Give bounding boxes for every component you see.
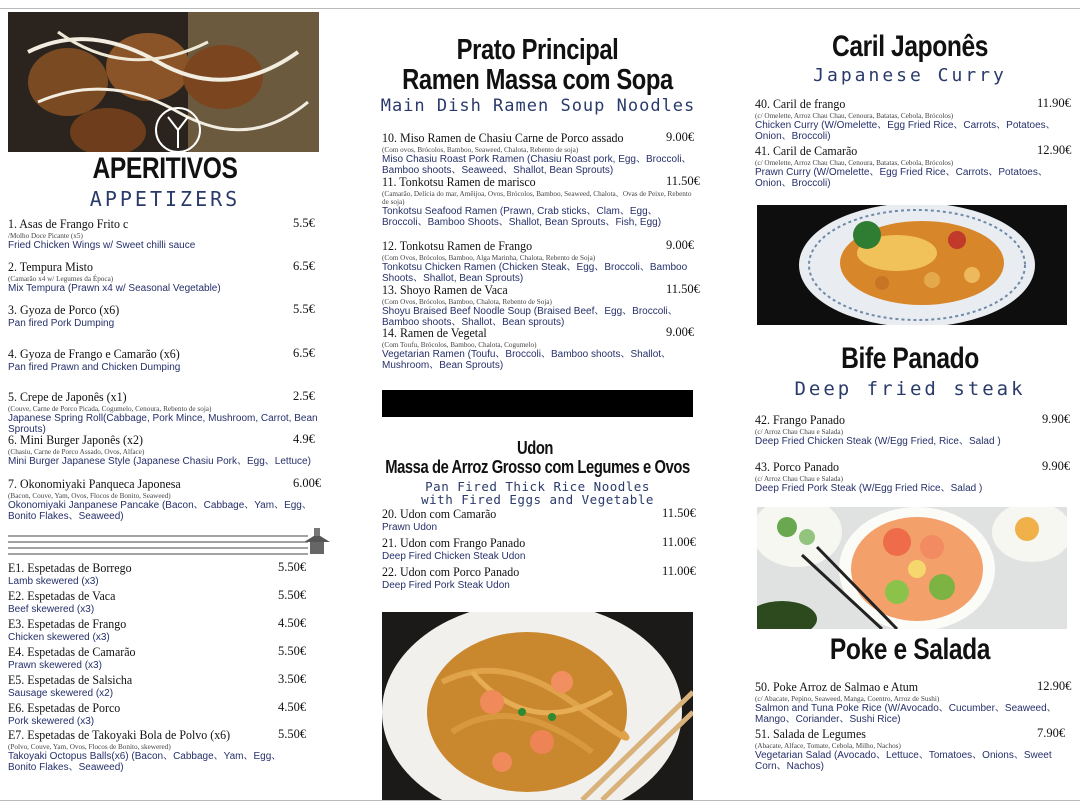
menu-item-name: 12. Tonkotsu Ramen de Frango: [382, 238, 533, 253]
menu-item-name: E7. Espetadas de Takoyaki Bola de Polvo (x6): [8, 727, 231, 742]
menu-item: [8, 700, 308, 727]
menu-item-portuguese-description: (c/ Arroz Chau Chau e Salada): [755, 475, 844, 483]
curry-subtitle: Japanese Curry: [813, 65, 1007, 86]
menu-item: [8, 588, 308, 615]
menu-item-name: E3. Espetadas de Frango: [8, 616, 127, 631]
menu-item-price: 5.5€: [293, 216, 315, 230]
menu-item-portuguese-description: (Com Toufu, Brócolos, Bamboo, Chalota, Cogumelo): [382, 341, 537, 349]
menu-item-portuguese-description: (Abacate, Alface, Tomate, Cebola, Milho, Nachos): [755, 742, 901, 750]
menu-item-english-description: Japanese Spring Roll(Cabbage, Pork Mince, Mushroom, Carrot, Bean Sprouts): [8, 413, 318, 435]
menu-item-name: 50. Poke Arroz de Salmao e Atum: [755, 679, 919, 694]
menu-item: [382, 238, 695, 284]
menu-item-english-description: Deep Fried Chicken Steak (W/Egg Fried, Rice、Salad ): [755, 436, 1001, 447]
menu-item-name: 22. Udon com Porco Panado: [382, 564, 520, 579]
menu-item-price: 11.50€: [662, 506, 696, 520]
menu-item-english-description: Salmon and Tuna Poke Rice (W/Avocado、Cucumber、Seaweed、Mango、Coriander、Sushi Rice): [755, 703, 1057, 725]
menu-item-portuguese-description: (Couve, Carne de Porco Picada, Cogumelo, Cenoura, Rebento de soja): [8, 405, 212, 413]
menu-item-name: E6. Espetadas de Porco: [8, 700, 121, 715]
menu-item-name: 5. Crepe de Japonês (x1): [8, 389, 127, 404]
menu-item-price: 5.50€: [278, 644, 307, 658]
menu-item-name: 6. Mini Burger Japonês (x2): [8, 432, 143, 447]
menu-item-portuguese-description: (Polvo, Couve, Yam, Ovos, Flocos de Bonito, skewered): [8, 743, 171, 751]
menu-item-name: 20. Udon com Camarão: [382, 506, 497, 521]
menu-item: [382, 130, 695, 176]
poke-photo: [757, 507, 1067, 629]
menu-item-price: 9.90€: [1042, 459, 1071, 473]
menu-item-english-description: Lamb skewered (x3): [8, 576, 99, 587]
menu-item-portuguese-description: (Camarão x4 w/ Legumes da Época): [8, 275, 114, 283]
curry-title: Caril Japonês: [831, 30, 989, 63]
menu-item-name: 4. Gyoza de Frango e Camarão (x6): [8, 346, 180, 361]
udon-photo: [382, 612, 693, 800]
menu-item-portuguese-description: (c/ Omelette, Arroz Chau Chau, Cenoura, Batatas, Cebola, Brócolos): [755, 159, 954, 167]
udon-title-1: Udon: [516, 438, 554, 458]
curry-image: [757, 205, 1067, 325]
menu-item: [8, 560, 308, 587]
black-banner: [382, 390, 693, 417]
menu-item-price: 12.90€: [1037, 143, 1072, 157]
menu-item: [382, 535, 696, 562]
menu-item: [8, 672, 308, 699]
menu-item-english-description: Beef skewered (x3): [8, 604, 95, 615]
menu-item-price: 6.00€: [293, 476, 322, 490]
menu-item-english-description: Takoyaki Octopus Balls(x6) (Bacon、Cabbage、Yam、Egg、Bonito Flakes、Seaweed): [8, 751, 282, 773]
menu-item: [8, 216, 320, 251]
menu-item-price: 9.90€: [1042, 412, 1071, 426]
menu-item-english-description: Deep Fired Chicken Steak Udon: [382, 551, 526, 562]
menu-item-name: 1. Asas de Frango Frito c: [8, 216, 129, 231]
menu-item-name: E1. Espetadas de Borrego: [8, 560, 132, 575]
menu-item-portuguese-description: (c/ Arroz Chau Chau e Salada): [755, 428, 844, 436]
menu-item-portuguese-description: (Chasiu, Carne de Porco Assado, Ovos, Alface): [8, 448, 145, 456]
menu-item-english-description: Prawn Udon: [382, 522, 438, 533]
menu-item-english-description: Prawn skewered (x3): [8, 660, 102, 671]
menu-item-english-description: Chicken Curry (W/Omelette、Egg Fried Rice、Carrots、Potatoes、Onion、Broccoli): [755, 120, 1056, 142]
menu-item: [8, 346, 320, 373]
menu-item-english-description: Vegetarian Salad (Avocado、Lettuce、Tomatoes、Onions、Sweet Corn、Nachos): [755, 750, 1052, 772]
menu-item-english-description: Miso Chasiu Roast Pork Ramen (Chasiu Roast pork, Egg、Broccoli、Bamboo shoots、Seaweed、Shallot, Bean Sprouts): [382, 154, 692, 176]
menu-item-english-description: Mini Burger Japanese Style (Japanese Chasiu Pork、Egg、Lettuce): [8, 456, 311, 467]
menu-item-name: 43. Porco Panado: [755, 459, 840, 474]
menu-item: [8, 644, 308, 671]
menu-item-portuguese-description: (c/ Omelette, Arroz Chau Chau, Cenoura, Batatas, Cebola, Brócolos): [755, 112, 954, 120]
udon-subtitle-2: with Fired Eggs and Vegetable: [421, 492, 654, 507]
menu-item-price: 4.50€: [278, 616, 307, 630]
menu-item-name: 11. Tonkotsu Ramen de marisco: [382, 174, 536, 189]
poke-title: Poke e Salada: [829, 633, 991, 666]
menu-item-portuguese-description: (Com Ovos, Brócolos, Bamboo, Chalota, Rebento de Soja): [382, 298, 552, 306]
menu-item-name: 21. Udon com Frango Panado: [382, 535, 526, 550]
menu-item-name: 7. Okonomiyaki Panqueca Japonesa: [8, 476, 181, 491]
udon-subtitle-1: Pan Fired Thick Rice Noodles: [425, 479, 650, 494]
menu-item: [8, 727, 308, 773]
menu-item-price: 4.50€: [278, 700, 307, 714]
appetizers-subtitle: APPETIZERS: [89, 187, 241, 211]
bottom-border: [0, 800, 1080, 801]
menu-item-name: E5. Espetadas de Salsicha: [8, 672, 133, 687]
menu-item-price: 4.9€: [293, 432, 315, 446]
menu-item-portuguese-description: (c/ Abacate, Pepino, Seaweed, Manga, Coentro, Arroz de Sushi): [755, 695, 940, 703]
steak-subtitle: Deep fried steak: [794, 378, 1026, 400]
pagoda-icon: [8, 528, 334, 558]
menu-item-price: 9.00€: [666, 325, 695, 339]
menu-item-english-description: Chicken skewered (x3): [8, 632, 110, 643]
menu-item-english-description: Pan fired Pork Dumping: [8, 318, 115, 329]
menu-item-english-description: Vegetarian Ramen (Toufu、Broccoli、Bamboo shoots、Shallot、Mushroom、Bean Sprouts): [382, 349, 672, 371]
menu-item: [382, 564, 696, 591]
menu-item: [755, 96, 1077, 142]
menu-item-price: 11.00€: [662, 535, 696, 549]
menu-item-portuguese-description: /Molho Doce Picante (x5): [8, 232, 83, 240]
menu-item: [755, 726, 1077, 772]
menu-item: [382, 282, 700, 328]
menu-item-price: 5.5€: [293, 302, 315, 316]
appetizers-title: APERITIVOS: [92, 152, 238, 185]
menu-item-name: 10. Miso Ramen de Chasiu Carne de Porco assado: [382, 130, 624, 145]
udon-title-2: Massa de Arroz Grosso com Legumes e Ovos: [385, 457, 690, 477]
menu-item-name: 13. Shoyo Ramen de Vaca: [382, 282, 508, 297]
takoyaki-photo: [8, 12, 319, 152]
menu-item: [755, 143, 1077, 189]
pagoda-divider: [8, 528, 334, 558]
menu-item-english-description: Prawn Curry (W/Omelette、Egg Fried Rice、Carrots、Potatoes、Onion、Broccoli): [755, 167, 1048, 189]
menu-item-english-description: Sausage skewered (x2): [8, 688, 114, 699]
menu-item-english-description: Okonomiyaki Janpanese Pancake (Bacon、Cabbage、Yam、Egg、Bonito Flakes、Seaweed): [8, 500, 312, 522]
menu-item-price: 5.50€: [278, 727, 307, 741]
menu-item-english-description: Tonkotsu Chicken Ramen (Chicken Steak、Egg、Broccoli、Bamboo Shoots、Shallot, Bean Sprouts): [382, 262, 688, 284]
menu-item-price: 2.5€: [293, 389, 315, 403]
menu-item-price: 3.50€: [278, 672, 307, 686]
menu-item-price: 11.00€: [662, 564, 696, 578]
menu-item: [755, 679, 1077, 725]
menu-item-price: 5.50€: [278, 560, 307, 574]
menu-item: [382, 506, 696, 533]
steak-title: Bife Panado: [841, 342, 979, 375]
menu-item-portuguese-description: (Com Ovos, Brócolos, Bamboo, Alga Marinha, Chalota, Rebento de Soja): [382, 254, 596, 262]
menu-item-portuguese-description: (Camarão, Delícia do mar, Amêijoa, Ovos, Brócolos, Bamboo, Seaweed, Chalota、Ovas de Peixe, Rebento de soja): [382, 190, 692, 206]
menu-item-name: 42. Frango Panado: [755, 412, 846, 427]
menu-item-english-description: Mix Tempura (Prawn x4 w/ Seasonal Vegetable): [8, 283, 221, 294]
menu-item-name: 41. Caril de Camarão: [755, 143, 858, 158]
menu-item-portuguese-description: (Bacon, Couve, Yam, Ovos, Flocos de Bonito, Seaweed): [8, 492, 171, 500]
menu-item: [8, 389, 320, 435]
menu-item: [382, 174, 700, 228]
poke-image: [757, 507, 1067, 629]
menu-item: [382, 325, 695, 371]
curry-photo: [757, 205, 1067, 325]
menu-item-english-description: Shoyu Braised Beef Noodle Soup (Braised Beef、Egg、Broccoli、Bamboo shoots、Shallot、Bean sprouts): [382, 306, 678, 328]
menu-item-english-description: Pork skewered (x3): [8, 716, 95, 727]
menu-item-english-description: Deep Fried Pork Steak (W/Egg Fried Rice、Salad ): [755, 483, 983, 494]
menu-item-english-description: Fried Chicken Wings w/ Sweet chilli sauce: [8, 240, 196, 251]
menu-item-portuguese-description: (Com ovos, Brócolos, Bamboo, Seaweed, Chalota, Rebento de soja): [382, 146, 579, 154]
menu-item-price: 9.00€: [666, 130, 695, 144]
menu-item-english-description: Pan fired Prawn and Chicken Dumping: [8, 362, 181, 373]
menu-item-price: 11.50€: [666, 174, 700, 188]
menu-item-name: 14. Ramen de Vegetal: [382, 325, 487, 340]
menu-item-name: 40. Caril de frango: [755, 96, 846, 111]
menu-item-price: 6.5€: [293, 259, 315, 273]
menu-item: [8, 432, 320, 467]
menu-item: [8, 476, 320, 522]
ramen-subtitle: Main Dish Ramen Soup Noodles: [380, 96, 696, 116]
menu-item-price: 11.50€: [666, 282, 700, 296]
menu-item: [755, 459, 1071, 494]
ramen-title-1: Prato Principal: [456, 34, 619, 66]
menu-item-price: 7.90€: [1037, 726, 1066, 740]
takoyaki-image: [8, 12, 319, 152]
menu-item-name: E4. Espetadas de Camarão: [8, 644, 136, 659]
menu-item-price: 11.90€: [1037, 96, 1071, 110]
menu-item-english-description: Deep Fired Pork Steak Udon: [382, 580, 510, 591]
menu-item: [8, 259, 320, 294]
menu-item: [755, 412, 1071, 447]
top-border: [0, 8, 1080, 9]
menu-item-price: 9.00€: [666, 238, 695, 252]
menu-item-price: 12.90€: [1037, 679, 1072, 693]
udon-image: [382, 612, 693, 800]
menu-item-price: 5.50€: [278, 588, 307, 602]
menu-item-price: 6.5€: [293, 346, 315, 360]
ramen-title-2: Ramen Massa com Sopa: [402, 64, 673, 96]
menu-item-name: E2. Espetadas de Vaca: [8, 588, 116, 603]
menu-item: [8, 302, 320, 329]
menu-item-english-description: Tonkotsu Seafood Ramen (Prawn, Crab sticks、Clam、Egg、Broccoli、Bamboo Shoots、Shallot, Bean Sprouts、Fish, Egg): [382, 206, 662, 228]
menu-item: [8, 616, 308, 643]
menu-item-name: 3. Gyoza de Porco (x6): [8, 302, 120, 317]
menu-item-name: 51. Salada de Legumes: [755, 726, 866, 741]
menu-item-name: 2. Tempura Misto: [8, 259, 93, 274]
